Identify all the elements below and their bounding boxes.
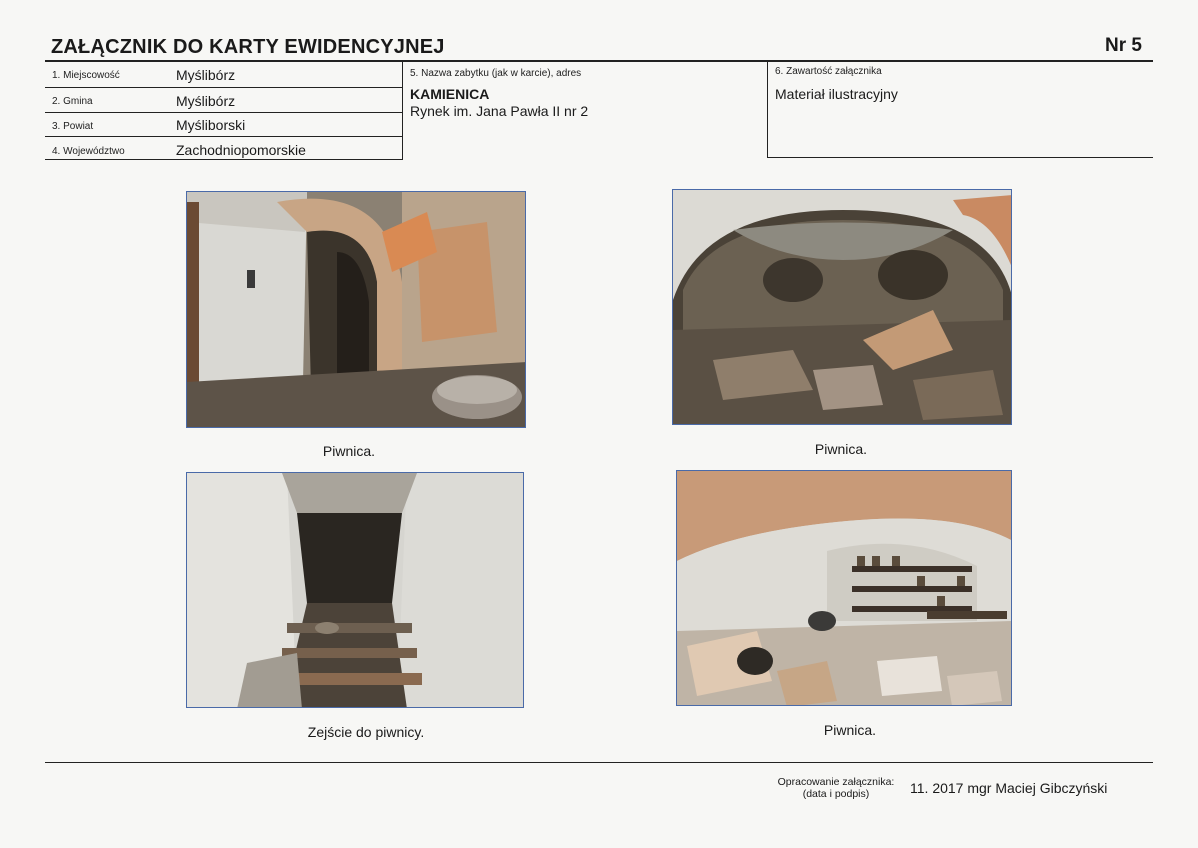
wojewodztwo-value: Zachodniopomorskie <box>176 142 306 158</box>
footer-label-line1: Opracowanie załącznika: <box>777 776 895 788</box>
table-bottom-rule-right <box>767 157 1153 158</box>
zawartosc-label: 6. Zawartość załącznika <box>775 66 882 77</box>
column-divider-2 <box>767 61 768 158</box>
photo-cellar-1 <box>186 191 526 428</box>
footer-rule <box>45 762 1153 763</box>
photo-stairs-image <box>187 473 524 708</box>
photo-cellar-3-caption: Piwnica. <box>823 722 877 738</box>
powiat-value: Myśliborski <box>176 117 246 133</box>
wojewodztwo-label: 4. Województwo <box>52 146 125 157</box>
miejscowosc-value: Myślibórz <box>176 67 236 83</box>
photo-stairs-caption: Zejście do piwnicy. <box>307 724 425 740</box>
footer-label-line2: (data i podpis) <box>802 788 870 800</box>
gmina-value: Myślibórz <box>176 93 236 109</box>
table-bottom-rule-left <box>45 159 403 160</box>
header-top-rule <box>45 60 1153 62</box>
row-divider-3 <box>45 136 403 137</box>
footer-label <box>766 776 906 800</box>
photo-cellar-3 <box>676 470 1012 706</box>
photo-stairs <box>186 472 524 708</box>
nazwa-name: KAMIENICA <box>410 86 490 102</box>
footer-value: 11. 2017 mgr Maciej Gibczyński <box>910 780 1108 796</box>
photo-cellar-1-image <box>187 192 526 428</box>
zawartosc-value: Materiał ilustracyjny <box>775 86 898 102</box>
nazwa-label: 5. Nazwa zabytku (jak w karcie), adres <box>410 68 582 79</box>
nazwa-address: Rynek im. Jana Pawła II nr 2 <box>410 103 589 119</box>
miejscowosc-label: 1. Miejscowość <box>52 70 120 81</box>
powiat-label: 3. Powiat <box>52 121 94 132</box>
page-title: ZAŁĄCZNIK DO KARTY EWIDENCYJNEJ <box>51 36 445 58</box>
photo-cellar-3-image <box>677 471 1012 706</box>
photo-cellar-2 <box>672 189 1012 425</box>
photo-cellar-1-caption: Piwnica. <box>322 443 376 459</box>
photo-cellar-2-image <box>673 190 1012 425</box>
row-divider-2 <box>45 112 403 113</box>
row-divider-1 <box>45 87 403 88</box>
column-divider-1 <box>402 61 403 160</box>
photo-cellar-2-caption: Piwnica. <box>814 441 868 457</box>
page-number: Nr 5 <box>1105 35 1142 56</box>
gmina-label: 2. Gmina <box>52 96 93 107</box>
